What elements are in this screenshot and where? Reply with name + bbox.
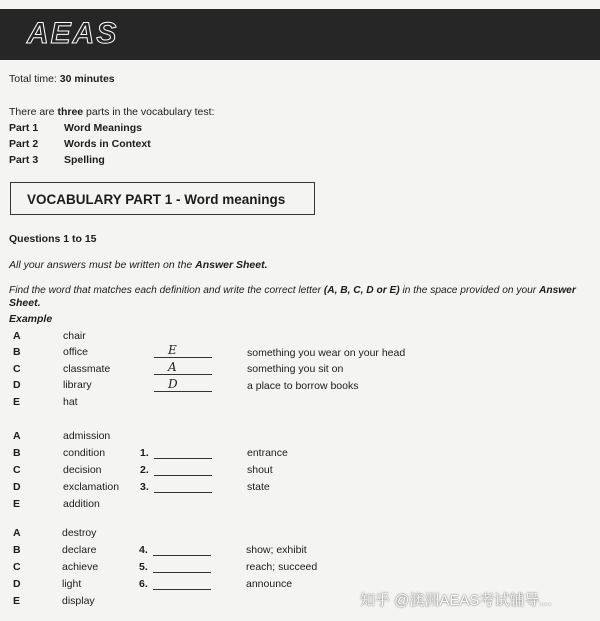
g2-word-e: addition	[63, 498, 100, 510]
instructions-line-1	[9, 259, 268, 271]
q1-definition: entrance	[247, 447, 288, 459]
g3-word-b: declare	[62, 544, 97, 556]
instr-2-bold: (A, B, C, D or E)	[323, 285, 400, 296]
q4-number: 4.	[139, 544, 148, 556]
part-1-name: Word Meanings	[64, 122, 142, 134]
g2-word-d: exclamation	[63, 481, 120, 493]
instructions-line-3: Sheet.	[9, 297, 41, 309]
section-title-box	[10, 182, 315, 215]
q6-definition: announce	[246, 578, 293, 590]
part-1-num: Part 1	[9, 122, 39, 134]
g2-letter-e: E	[13, 498, 21, 510]
g3-word-e: display	[62, 595, 95, 607]
example-blank-2	[154, 374, 212, 375]
g1-letter-c: C	[13, 363, 21, 375]
total-time	[9, 73, 115, 85]
total-time-label: Total time:	[9, 73, 60, 85]
example-answer-1: E	[168, 343, 177, 357]
g1-letter-d: D	[13, 379, 21, 391]
part-2-num: Part 2	[9, 138, 39, 150]
g1-word-d: library	[63, 379, 92, 391]
zhihu-watermark: 知乎 @澳洲AEAS考试辅导...	[360, 592, 552, 609]
g1-letter-e: E	[13, 396, 21, 408]
g3-letter-d: D	[13, 578, 21, 590]
g1-word-e: hat	[63, 396, 78, 408]
q2-answer-blank[interactable]	[154, 475, 212, 476]
q4-definition: show; exhibit	[246, 544, 307, 556]
q3-number: 3.	[140, 481, 149, 493]
g2-letter-b: B	[13, 447, 21, 459]
g3-letter-a: A	[13, 527, 21, 539]
instr-1-bold: Answer Sheet.	[195, 259, 268, 271]
g2-word-c: decision	[63, 464, 102, 476]
g1-letter-b: B	[13, 346, 21, 358]
example-answer-2: A	[168, 360, 177, 374]
example-blank-1	[154, 357, 212, 358]
example-label: Example	[9, 313, 53, 325]
instr-1-pre: All your answers must be written on the	[9, 259, 196, 271]
g2-word-a: admission	[63, 430, 111, 442]
parts-intro	[9, 106, 214, 118]
example-definition-1: something you wear on your head	[247, 347, 406, 359]
g3-word-a: destroy	[62, 527, 97, 539]
g3-letter-c: C	[13, 561, 21, 573]
g1-word-c: classmate	[63, 363, 111, 375]
questions-heading: Questions 1 to 15	[9, 233, 97, 245]
aeas-logo: AEAS	[27, 17, 119, 50]
q1-answer-blank[interactable]	[154, 458, 212, 459]
g1-letter-a: A	[13, 330, 21, 342]
g2-letter-a: A	[13, 430, 21, 442]
q5-number: 5.	[139, 561, 148, 573]
g2-letter-d: D	[13, 481, 21, 493]
example-definition-2: something you sit on	[247, 363, 344, 375]
total-time-value: 30 minutes	[59, 73, 115, 85]
q6-answer-blank[interactable]	[153, 589, 211, 590]
parts-intro-post: parts in the vocabulary test:	[83, 106, 215, 118]
g3-word-d: light	[62, 578, 82, 590]
instr-2-post: in the space provided on your	[399, 285, 540, 296]
part-3-name: Spelling	[64, 154, 105, 166]
part-3-num: Part 3	[9, 154, 39, 166]
header-bar	[0, 9, 600, 60]
g3-letter-e: E	[13, 595, 21, 607]
instr-2-bold2: Answer	[539, 285, 576, 296]
g2-letter-c: C	[13, 464, 21, 476]
q5-definition: reach; succeed	[246, 561, 318, 573]
q4-answer-blank[interactable]	[153, 555, 211, 556]
g1-word-a: chair	[63, 330, 86, 342]
example-definition-3: a place to borrow books	[247, 380, 359, 392]
parts-count: three	[57, 106, 84, 118]
part-2-name: Words in Context	[64, 138, 151, 150]
example-blank-3	[154, 391, 212, 392]
g1-word-b: office	[63, 346, 88, 358]
q3-answer-blank[interactable]	[154, 492, 212, 493]
q2-number: 2.	[140, 464, 149, 476]
parts-intro-pre: There are	[9, 106, 58, 118]
q2-definition: shout	[247, 464, 273, 476]
example-answer-3: D	[168, 377, 178, 391]
g3-word-c: achieve	[62, 561, 99, 573]
g3-letter-b: B	[13, 544, 21, 556]
q5-answer-blank[interactable]	[153, 572, 211, 573]
instr-2-pre: Find the word that matches each definition and write the correct letter	[9, 285, 324, 296]
g2-word-b: condition	[63, 447, 106, 459]
instructions-line-2	[9, 285, 576, 296]
section-title: VOCABULARY PART 1 - Word meanings	[27, 192, 286, 207]
q6-number: 6.	[139, 578, 148, 590]
q3-definition: state	[247, 481, 270, 493]
q1-number: 1.	[140, 447, 149, 459]
